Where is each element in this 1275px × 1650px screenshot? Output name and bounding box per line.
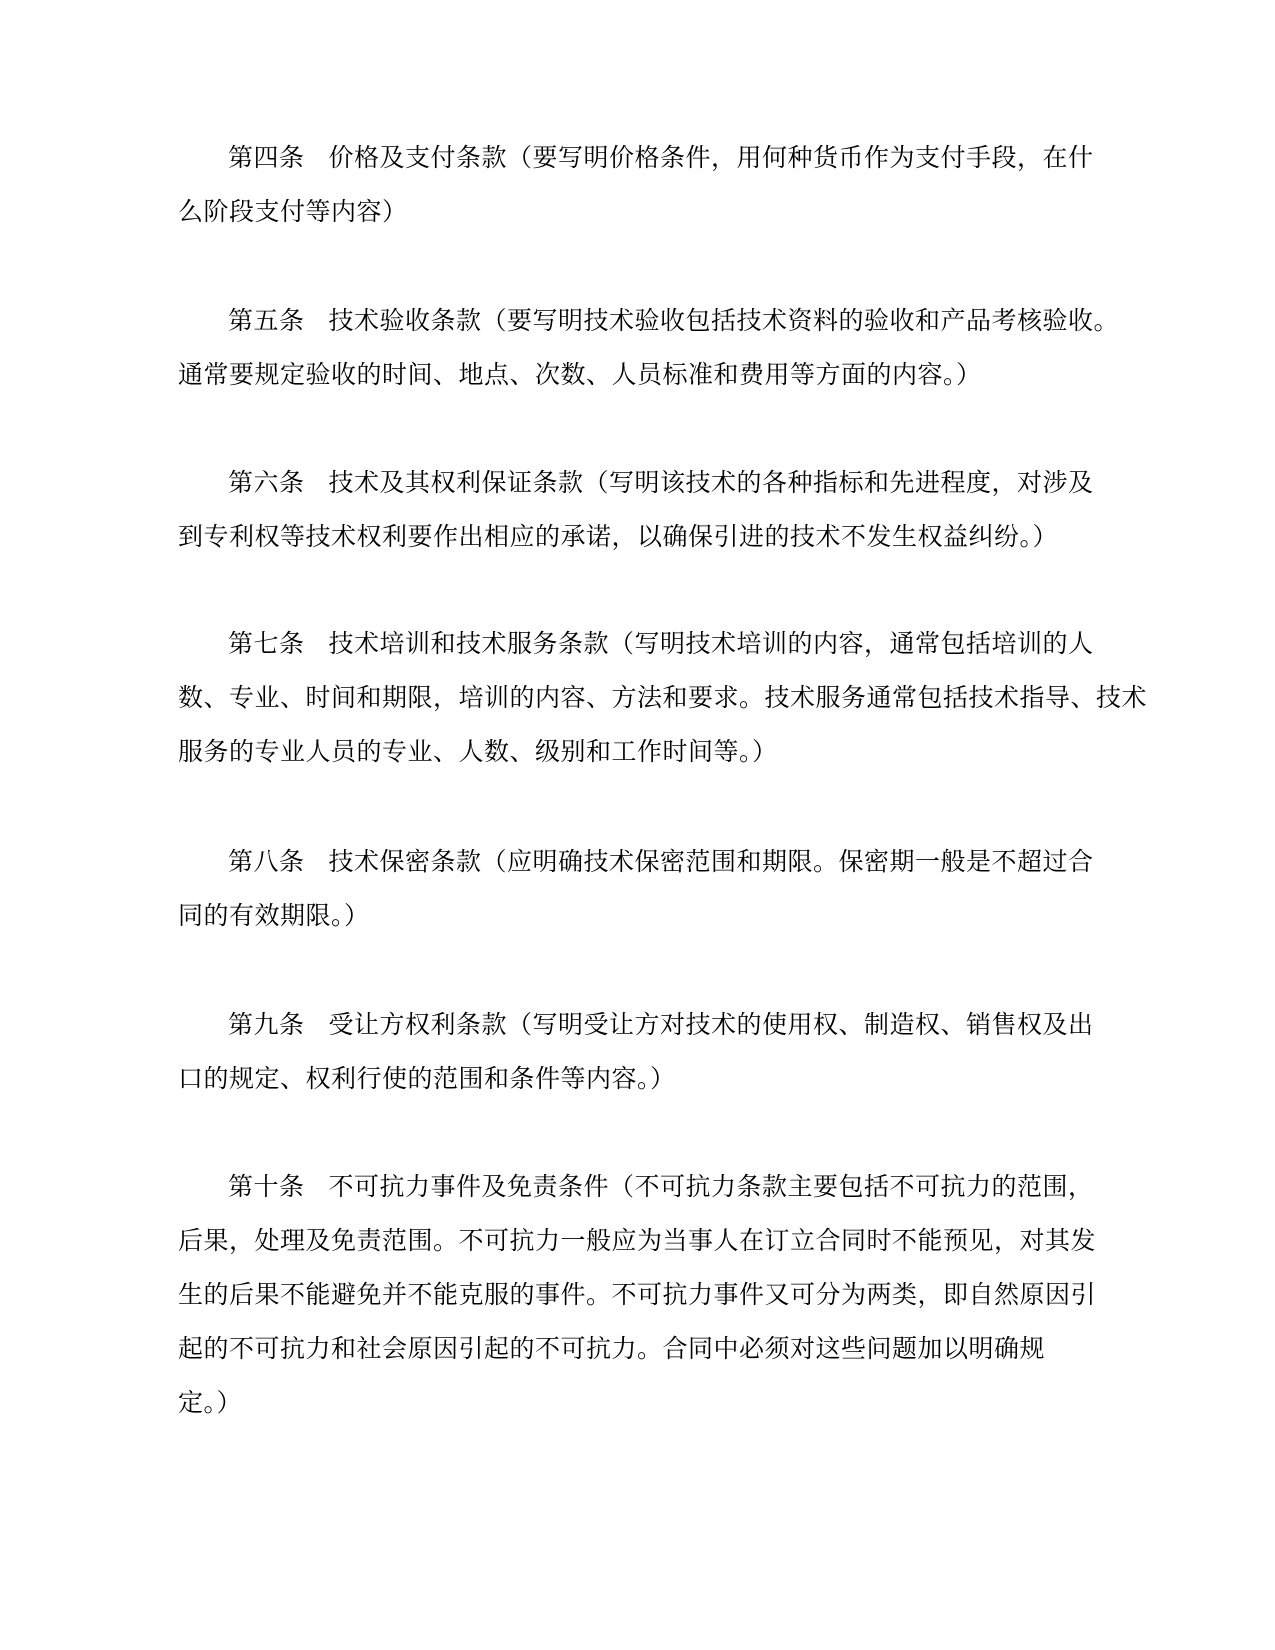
article-9: [178, 998, 1094, 1106]
article-9-line-1: [178, 998, 1094, 1052]
article-text: 技术及其权利保证条款（写明该技术的各种指标和先进程度，对涉及: [328, 468, 1094, 497]
article-number: 第五条: [228, 306, 305, 335]
article-7-line-2: 数、专业、时间和期限，培训的内容、方法和要求。技术服务通常包括技术指导、技术: [178, 683, 1148, 712]
article-text: 技术验收条款（要写明技术验收包括技术资料的验收和产品考核验收。: [328, 306, 1120, 335]
article-4-line-2: 么阶段支付等内容）: [178, 197, 408, 226]
article-text: 受让方权利条款（写明受让方对技术的使用权、制造权、销售权及出: [328, 1010, 1094, 1039]
article-10-line-4: 起的不可抗力和社会原因引起的不可抗力。合同中必须对这些问题加以明确规: [178, 1334, 1046, 1363]
article-5: [178, 294, 1120, 402]
article-4: [178, 131, 1094, 239]
article-10-line-3: 生的后果不能避免并不能克服的事件。不可抗力事件又可分为两类，即自然原因引: [178, 1280, 1097, 1309]
article-text: 技术保密条款（应明确技术保密范围和期限。保密期一般是不超过合: [328, 847, 1094, 876]
article-6-line-1: [178, 456, 1094, 510]
article-text: 技术培训和技术服务条款（写明技术培训的内容，通常包括培训的人: [328, 629, 1094, 658]
article-10: [178, 1160, 1097, 1430]
article-7-line-1: [178, 617, 1094, 671]
article-10-line-1: [178, 1160, 1094, 1214]
article-6: [178, 456, 1094, 564]
article-number: 第十条: [228, 1172, 305, 1201]
article-10-line-2: 后果，处理及免责范围。不可抗力一般应为当事人在订立合同时不能预见，对其发: [178, 1226, 1097, 1255]
article-5-line-2: 通常要规定验收的时间、地点、次数、人员标准和费用等方面的内容。）: [178, 360, 982, 389]
article-text: 不可抗力事件及免责条件（不可抗力条款主要包括不可抗力的范围，: [328, 1172, 1094, 1201]
article-8-line-2: 同的有效期限。）: [178, 901, 370, 930]
article-number: 第七条: [228, 629, 305, 658]
article-8-line-1: [178, 835, 1094, 889]
article-number: 第八条: [228, 847, 305, 876]
article-8: [178, 835, 1094, 943]
article-number: 第四条: [228, 143, 305, 172]
article-number: 第九条: [228, 1010, 305, 1039]
article-9-line-2: 口的规定、权利行使的范围和条件等内容。）: [178, 1064, 676, 1093]
article-5-line-1: [178, 294, 1120, 348]
article-7: [178, 617, 1148, 779]
article-7-line-3: 服务的专业人员的专业、人数、级别和工作时间等。）: [178, 737, 778, 766]
article-text: 价格及支付条款（要写明价格条件，用何种货币作为支付手段，在什: [328, 143, 1094, 172]
article-4-line-1: [178, 131, 1094, 185]
article-10-line-5: 定。）: [178, 1388, 243, 1417]
article-number: 第六条: [228, 468, 305, 497]
article-6-line-2: 到专利权等技术权利要作出相应的承诺，以确保引进的技术不发生权益纠纷。）: [178, 522, 1059, 551]
